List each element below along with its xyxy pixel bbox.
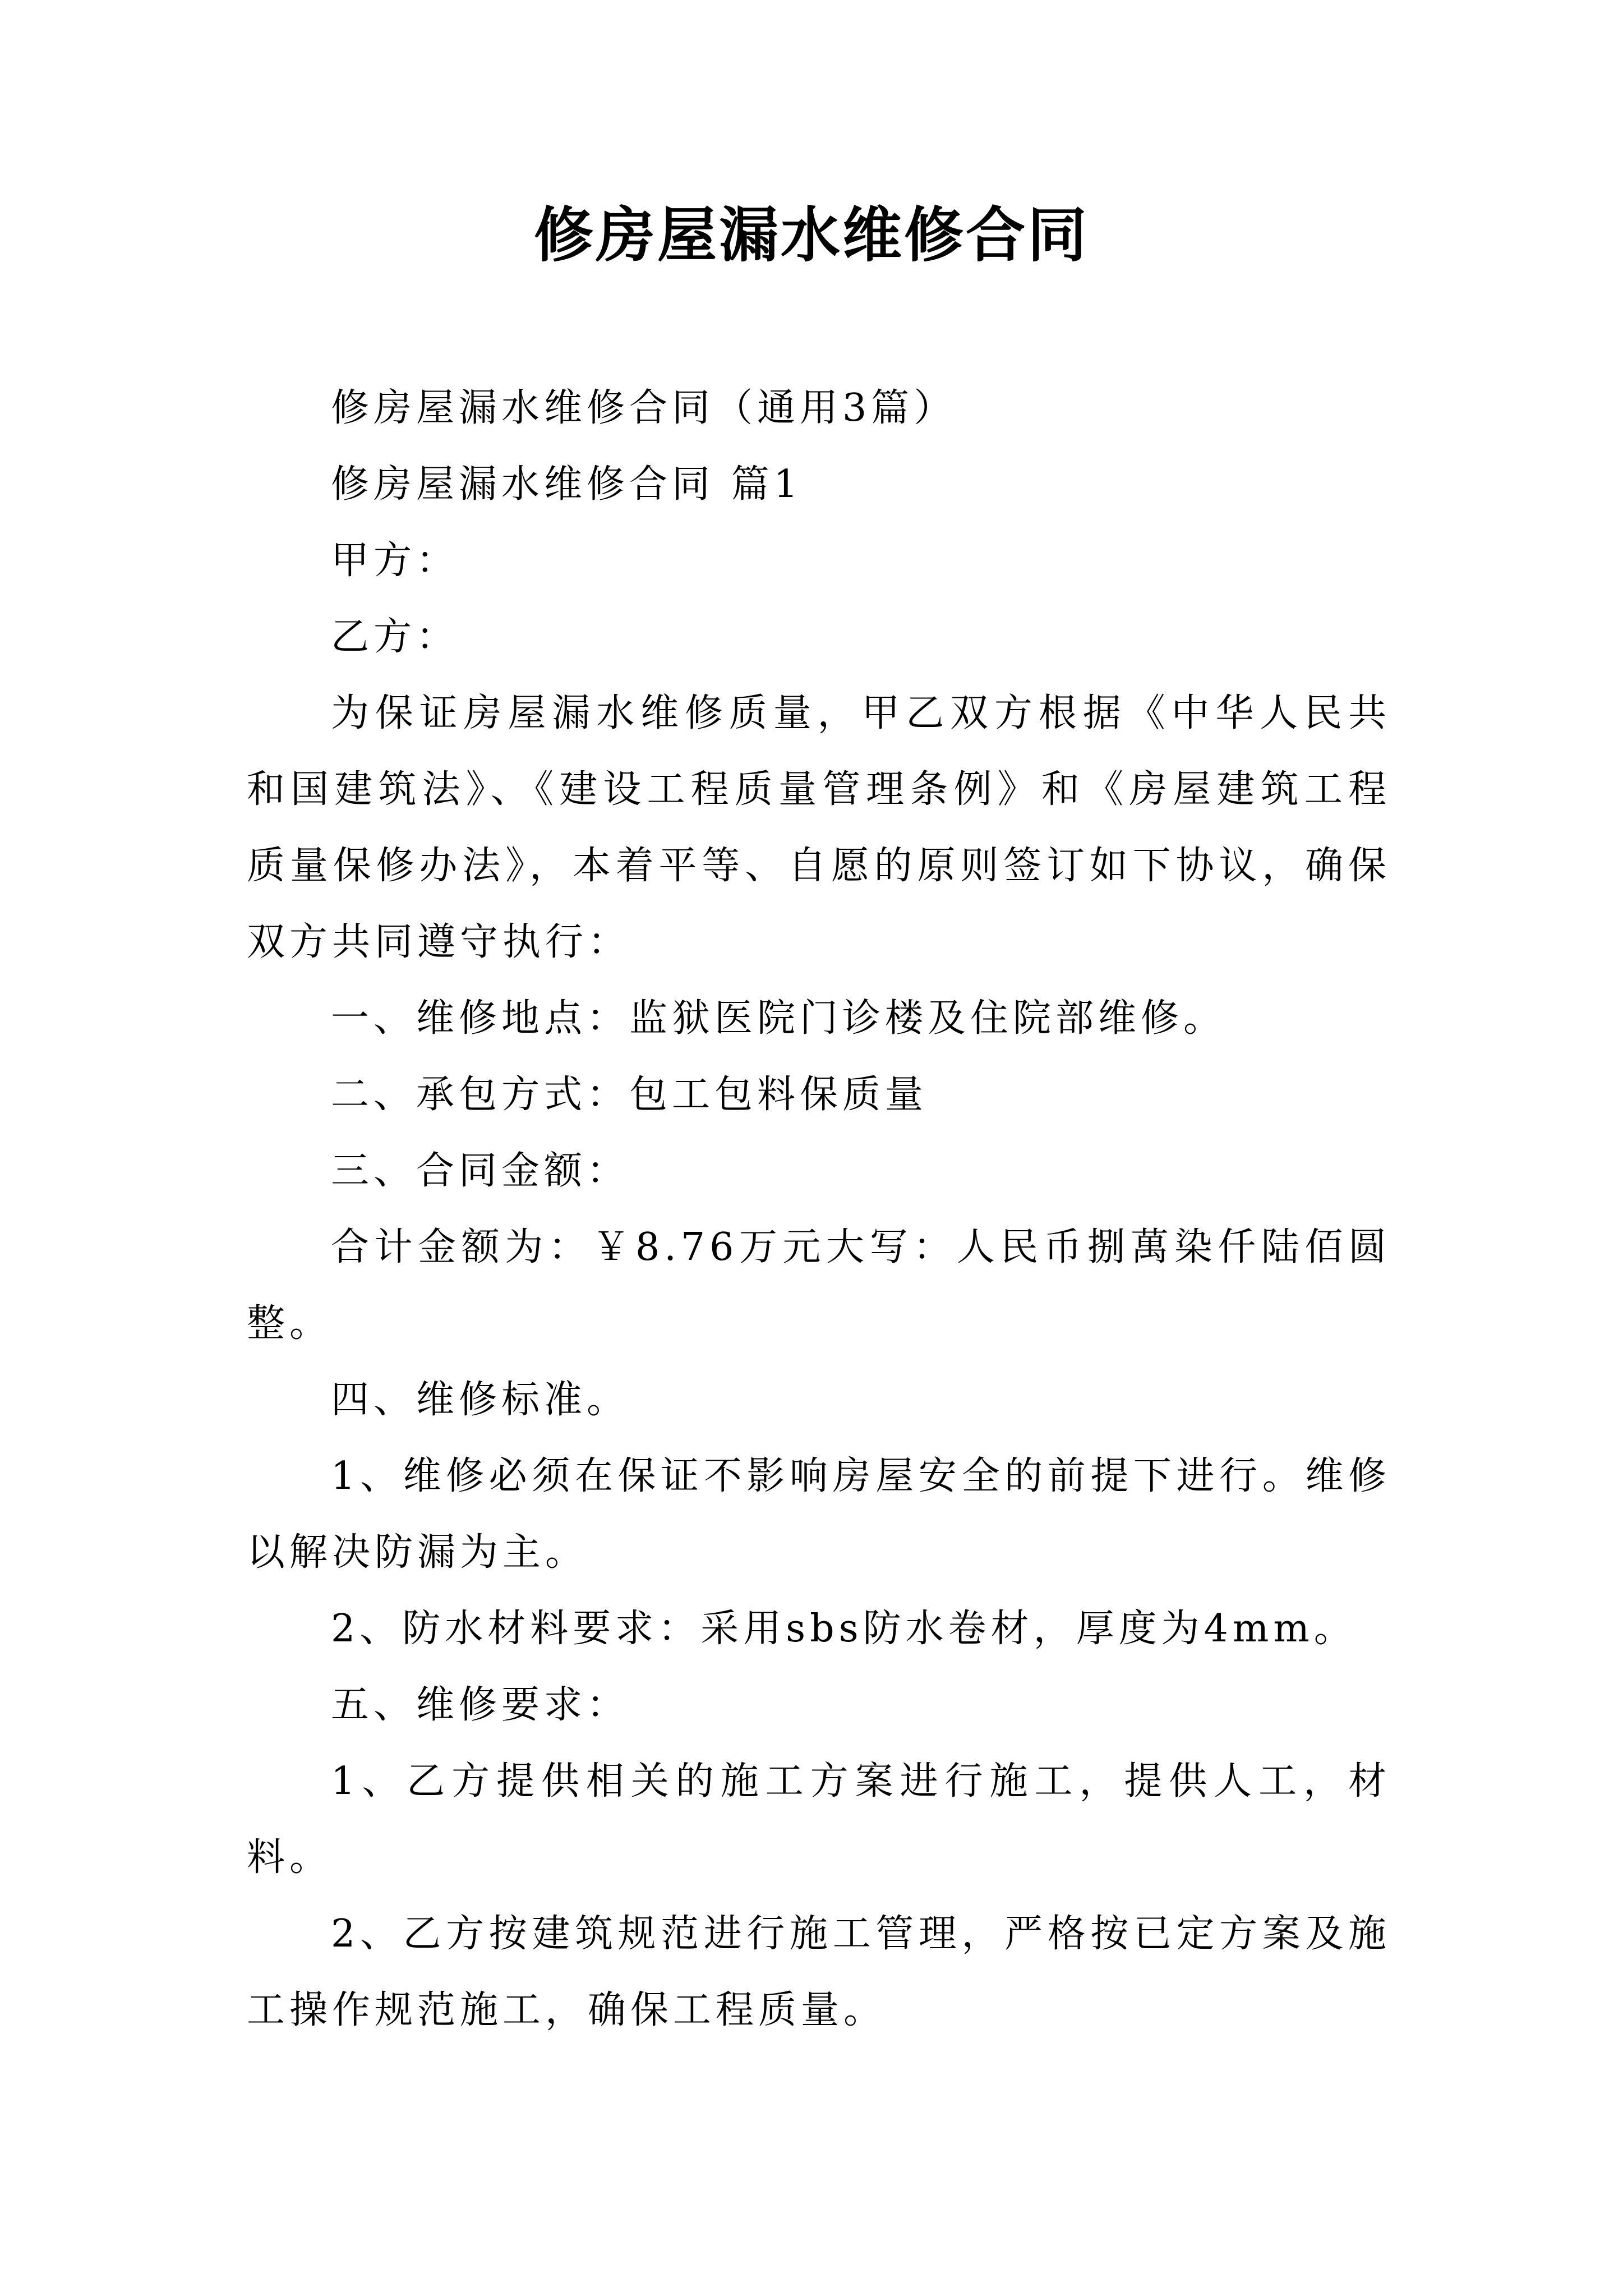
paragraph-section-heading: 修房屋漏水维修合同 篇1 xyxy=(331,462,803,507)
paragraph-subtitle: 修房屋漏水维修合同（通用3篇） xyxy=(331,386,957,430)
paragraph-party-b: 乙方： xyxy=(331,615,459,659)
document-title: 修房屋漏水维修合同 xyxy=(534,201,1089,270)
paragraph-clause-1: 一、维修地点：监狱医院门诊楼及住院部维修。 xyxy=(331,996,1227,1041)
paragraph-clause-3: 三、合同金额： xyxy=(331,1149,630,1193)
paragraph-clause-2: 二、承包方式：包工包料保质量 xyxy=(331,1073,928,1117)
paragraph-requirement-1: 1、乙方提供相关的施工方案进行施工，提供人工，材料。 xyxy=(247,1759,1391,1880)
document-body xyxy=(247,370,1391,2049)
paragraph-party-a: 甲方： xyxy=(331,539,459,583)
paragraph-requirement-2: 2、乙方按建筑规范进行施工管理，严格按已定方案及施工操作规范施工，确保工程质量。 xyxy=(247,1912,1391,2032)
paragraph-preamble: 为保证房屋漏水维修质量，甲乙双方根据《中华人民共和国建筑法》、《建设工程质量管理条例》和《房屋建筑工程质量保修办法》，本着平等、自愿的原则签订如下协议，确保双方共同遵守执行： xyxy=(247,691,1391,964)
paragraph-standard-1: 1、维修必须在保证不影响房屋安全的前提下进行。维修以解决防漏为主。 xyxy=(247,1454,1391,1575)
paragraph-amount: 合计金额为：￥8.76万元大写：人民币捌萬染仟陆佰圆整。 xyxy=(247,1225,1391,1346)
paragraph-clause-4: 四、维修标准。 xyxy=(331,1378,630,1422)
paragraph-standard-2: 2、防水材料要求：采用sbs防水卷材，厚度为4mm。 xyxy=(331,1607,1357,1651)
paragraph-clause-5: 五、维修要求： xyxy=(331,1683,630,1727)
